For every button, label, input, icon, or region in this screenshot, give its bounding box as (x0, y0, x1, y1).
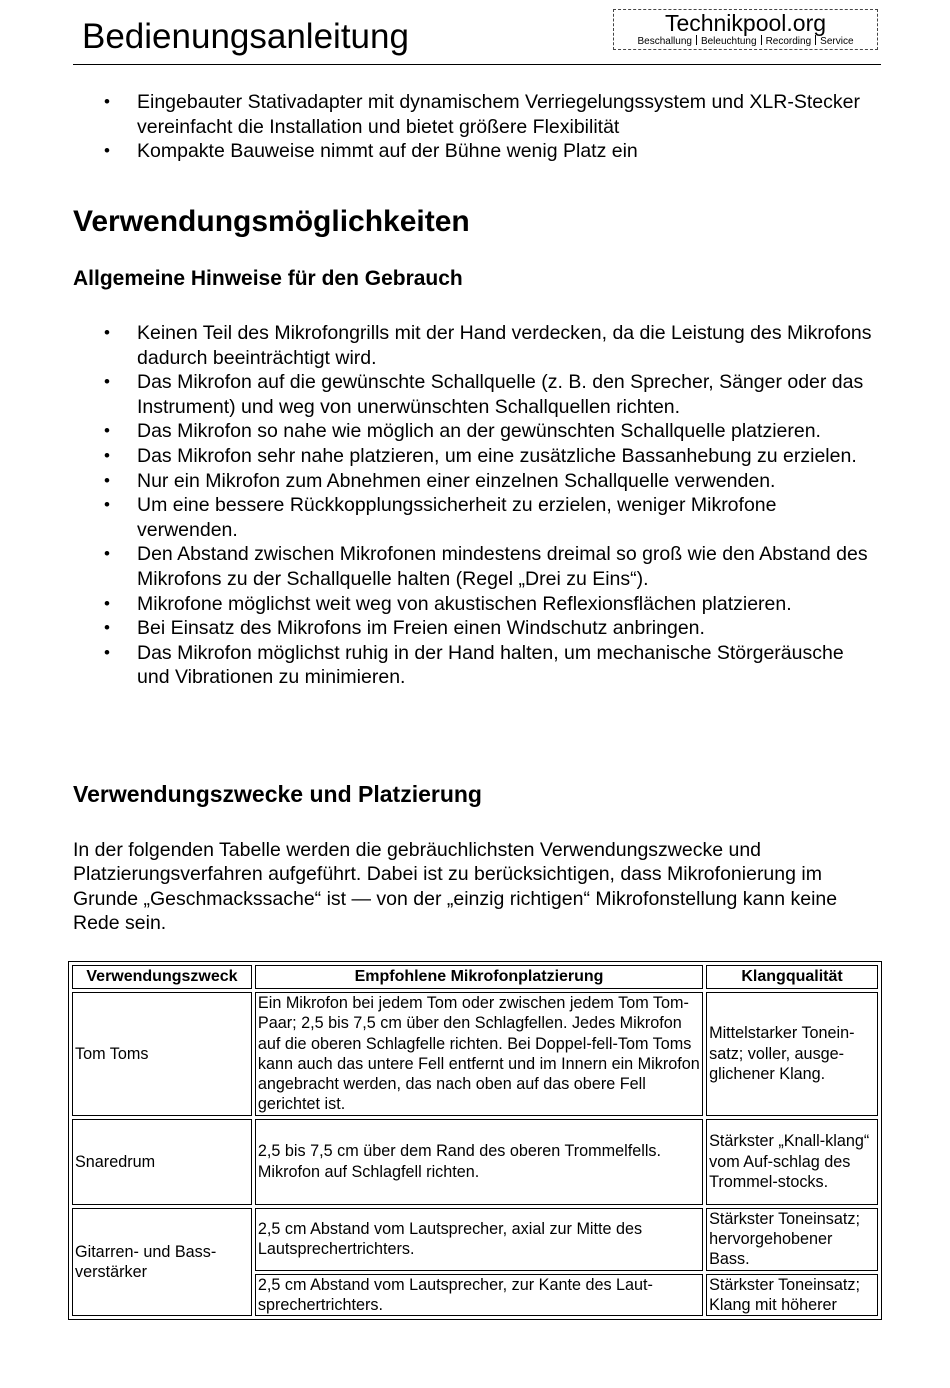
cell-quality: Stärkster Toneinsatz; Klang mit höherer (706, 1274, 878, 1317)
list-item: • Das Mikrofon sehr nahe platzieren, um eine zusätzliche Bassanhebung zu erzielen. (0, 444, 877, 469)
cell-placement: 2,5 bis 7,5 cm über dem Rand des oberen Trommelfells. Mikrofon auf Schlagfell richten. (255, 1119, 703, 1205)
placement-table (68, 961, 882, 1320)
cell-placement: 2,5 cm Abstand vom Lautsprecher, zur Kante des Laut-sprechertrichters. (255, 1274, 703, 1317)
table-row (72, 992, 878, 1116)
list-item: • Das Mikrofon so nahe wie möglich an der gewünschten Schallquelle platzieren. (0, 419, 877, 444)
cell-placement: 2,5 cm Abstand vom Lautsprecher, axial zur Mitte des Lautsprechertrichters. (255, 1208, 703, 1271)
general-heading: Allgemeine Hinweise für den Gebrauch (73, 267, 463, 290)
nav-recording[interactable]: Recording (765, 36, 812, 47)
list-item: • Den Abstand zwischen Mikrofonen mindestens dreimal so groß wie den Abstand des Mikrofons zu der Schallquelle halten (Regel „Drei zu Eins“). (0, 542, 877, 591)
cell-placement: Ein Mikrofon bei jedem Tom oder zwischen jedem Tom Tom-Paar; 2,5 bis 7,5 cm über den Schlagfellen. Jedes Mikrofon auf die oberen Schlagfelle richten. Bei Doppel-fell-Tom Toms kann auch das untere Fell entfernt und im Innern ein Mikrofon angebracht werden, das nach oben auf das obere Fell gerichtet ist. (255, 992, 703, 1116)
list-item: • Mikrofone möglichst weit weg von akustischen Reflexionsflächen platzieren. (0, 592, 877, 617)
document-title: Bedienungsanleitung (82, 17, 409, 56)
list-item: • Eingebauter Stativadapter mit dynamischem Verriegelungssystem und XLR-Stecker vereinfacht die Installation und bietet größere Flexibilität (0, 90, 877, 139)
table-row (72, 1119, 878, 1205)
logo-name: Technikpool.org (664, 10, 827, 36)
header-divider (73, 64, 881, 65)
nav-service[interactable]: Service (820, 36, 854, 47)
cell-use: Gitarren- und Bass-verstärker (72, 1208, 252, 1316)
cell-quality: Mittelstarker Tonein-satz; voller, ausge-glichener Klang. (706, 992, 878, 1116)
table-row (72, 1208, 878, 1271)
placement-intro: In der folgenden Tabelle werden die gebräuchlichsten Verwendungszwecke und Platzierungsverfahren aufgeführt. Dabei ist zu berücksichtigen, dass Mikrofonierung im Grunde „Geschmackssache“ ist — von der „einzig richtigen“ Mikrofonstellung kann keine Rede sein. (73, 839, 838, 935)
cell-quality: Stärkster „Knall-klang“ vom Auf-schlag des Trommel-stocks. (706, 1119, 878, 1205)
header-placement: Empfohlene Mikrofonplatzierung (255, 965, 703, 989)
list-item: • Keinen Teil des Mikrofongrills mit der Hand verdecken, da die Leistung des Mikrofons dadurch beeinträchtigt wird. (0, 321, 877, 370)
placement-heading: Verwendungszwecke und Platzierung (73, 781, 482, 807)
list-item: • Um eine bessere Rückkopplungssicherheit zu erzielen, weniger Mikrofone verwenden. (0, 493, 877, 542)
usage-tips-list (0, 321, 880, 690)
header-quality: Klangqualität (706, 965, 878, 989)
nav-beleuchtung[interactable]: Beleuchtung (700, 36, 757, 47)
section-title: Verwendungsmöglichkeiten (73, 205, 470, 238)
technikpool-logo[interactable] (613, 9, 878, 50)
list-item: • Kompakte Bauweise nimmt auf der Bühne wenig Platz ein (0, 139, 877, 164)
cell-quality: Stärkster Toneinsatz; hervorgehobener Bass. (706, 1208, 878, 1271)
list-item: • Bei Einsatz des Mikrofons im Freien einen Windschutz anbringen. (0, 616, 877, 641)
logo-nav (614, 35, 877, 48)
feature-list (0, 90, 880, 164)
list-item: • Das Mikrofon auf die gewünschte Schallquelle (z. B. den Sprecher, Sänger oder das Instrument) und weg von unerwünschten Schallquellen richten. (0, 370, 877, 419)
cell-use: Snaredrum (72, 1119, 252, 1205)
cell-use: Tom Toms (72, 992, 252, 1116)
list-item: • Nur ein Mikrofon zum Abnehmen einer einzelnen Schallquelle verwenden. (0, 469, 877, 494)
header-use: Verwendungszweck (72, 965, 252, 989)
nav-beschallung[interactable]: Beschallung (637, 36, 692, 47)
table-header-row (72, 965, 878, 989)
list-item: • Das Mikrofon möglichst ruhig in der Hand halten, um mechanische Störgeräusche und Vibrationen zu minimieren. (0, 641, 877, 690)
